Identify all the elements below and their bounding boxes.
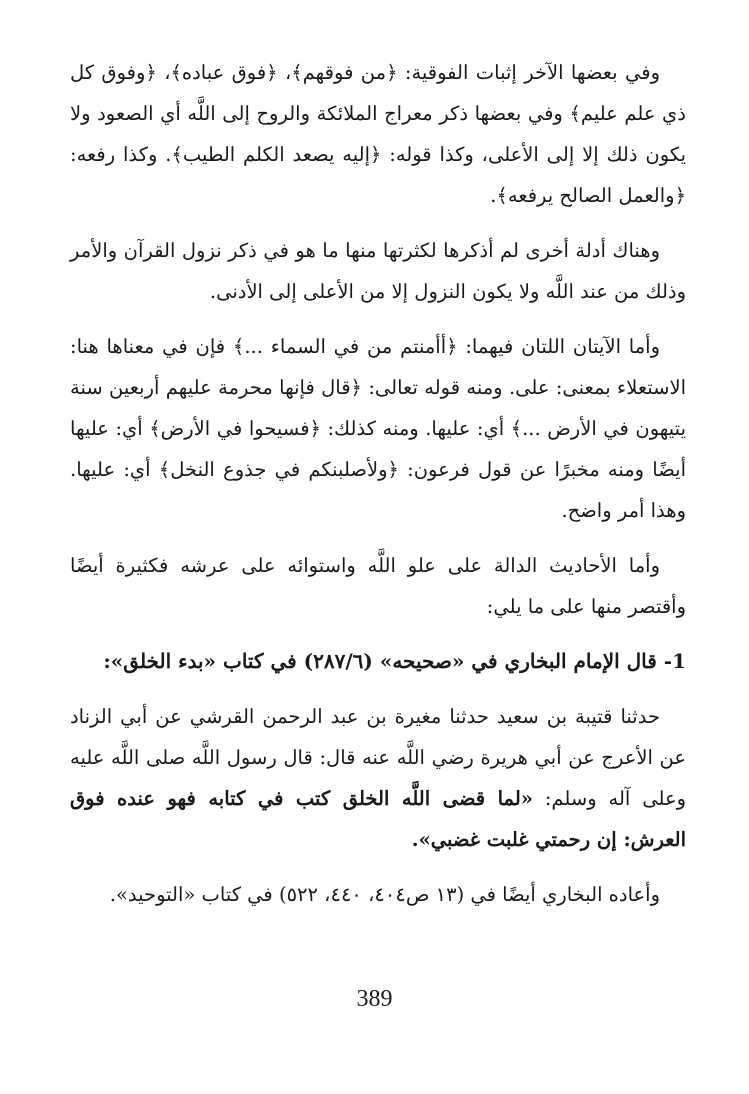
section-heading-text: 1- قال الإمام البخاري في «صحيحه» (٢٨٧/٦) في كتاب «بدء الخلق»: xyxy=(103,649,686,673)
hadith-quote: «لما قضى اللَّه الخلق كتب في كتابه فهو عنده فوق العرش: إن رحمتي غلبت غضبي». xyxy=(70,787,686,851)
paragraph-3 xyxy=(70,326,686,531)
section-heading xyxy=(70,641,686,682)
paragraph-2-text: وهناك أدلة أخرى لم أذكرها لكثرتها منها ما هو في ذكر نزول القرآن والأمر وذلك من عند اللَّه ولا يكون النزول إلا من الأعلى إلى الأدنى. xyxy=(70,239,686,303)
paragraph-5-text: حدثنا قتيبة بن سعيد حدثنا مغيرة بن عبد الرحمن القرشي عن أبي الزناد عن الأعرج عن أبي هريرة رضي اللَّه عنه قال: قال رسول اللَّه صلى اللَّه عليه وعلى آله وسلم: xyxy=(70,705,686,810)
paragraph-3-text: وأما الآيتان اللتان فيهما: ﴿أأمنتم من في السماء ...﴾ فإن في معناها هنا: الاستعلاء بمعنى: على. ومنه قوله تعالى: ﴿قال فإنها محرمة عليهم أربعين سنة يتيهون في الأرض ...﴾ أي: عليها. ومنه كذلك: ﴿فسيحوا في الأرض﴾ أي: عليها أيضًا ومنه مخبرًا عن قول فرعون: ﴿ولأصلبنكم في جذوع النخل﴾ أي: عليها. وهذا أمر واضح. xyxy=(70,335,686,522)
paragraph-2 xyxy=(70,230,686,312)
paragraph-6 xyxy=(70,874,686,915)
paragraph-5 xyxy=(70,696,686,860)
page-number: 389 xyxy=(356,986,393,1012)
paragraph-1 xyxy=(70,52,686,216)
page-body xyxy=(70,52,686,929)
paragraph-4 xyxy=(70,545,686,627)
paragraph-1-text: وفي بعضها الآخر إثبات الفوقية: ﴿من فوقهم﴾، ﴿فوق عباده﴾، ﴿وفوق كل ذي علم عليم﴾ وفي بعضها ذكر معراج الملائكة والروح إلى اللَّه أي الصعود ولا يكون ذلك إلا إلى الأعلى، وكذا قوله: ﴿إليه يصعد الكلم الطيب﴾. وكذا رفعه: ﴿والعمل الصالح يرفعه﴾. xyxy=(70,61,686,207)
paragraph-6-text: وأعاده البخاري أيضًا في (١٣ ص٤٠٤، ٤٤٠، ٥٢٢) في كتاب «التوحيد». xyxy=(109,883,660,906)
paragraph-4-text: وأما الأحاديث الدالة على علو اللَّه واستوائه على عرشه فكثيرة أيضًا وأقتصر منها على ما يلي: xyxy=(70,554,686,618)
